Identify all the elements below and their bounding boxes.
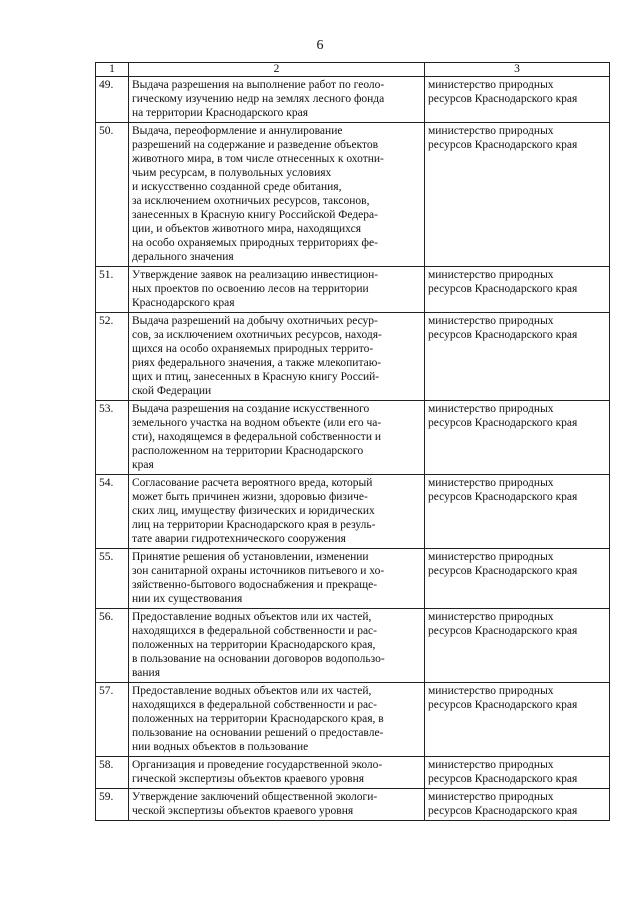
description-line: гической экспертизы объектов краевого уровня bbox=[132, 773, 365, 785]
table-row bbox=[96, 313, 610, 401]
description-line: ческой экспертизы объектов краевого уровня bbox=[132, 805, 354, 817]
table-row bbox=[96, 267, 610, 313]
responsible-body bbox=[425, 313, 610, 401]
description-line: Выдача разрешения на создание искусственного bbox=[132, 403, 370, 415]
service-description bbox=[129, 789, 425, 821]
responsible-body-line: министерство природных bbox=[428, 315, 554, 327]
description-line: Предоставление водных объектов или их частей, bbox=[132, 611, 372, 623]
row-number: 59. bbox=[96, 789, 129, 821]
responsible-body-line: министерство природных bbox=[428, 269, 554, 281]
responsible-body-line: ресурсов Краснодарского края bbox=[428, 417, 578, 429]
service-description bbox=[129, 549, 425, 609]
description-line: дерального значения bbox=[132, 251, 234, 263]
table-row bbox=[96, 789, 610, 821]
responsible-body bbox=[425, 401, 610, 475]
description-line: зяйственно-бытового водоснабжения и прекраще- bbox=[132, 579, 378, 591]
responsible-body-line: ресурсов Краснодарского края bbox=[428, 139, 578, 151]
description-line: нии их существования bbox=[132, 593, 243, 605]
table-row bbox=[96, 757, 610, 789]
description-line: положенных на территории Краснодарского края, в bbox=[132, 713, 384, 725]
responsible-body bbox=[425, 789, 610, 821]
description-line: щихся на особо охраняемых природных террито- bbox=[132, 343, 374, 355]
responsible-body bbox=[425, 267, 610, 313]
responsible-body-line: министерство природных bbox=[428, 125, 554, 137]
table-row bbox=[96, 609, 610, 683]
row-number: 52. bbox=[96, 313, 129, 401]
row-number: 57. bbox=[96, 683, 129, 757]
description-line: Утверждение заключений общественной экологи- bbox=[132, 791, 378, 803]
row-number: 49. bbox=[96, 77, 129, 123]
responsible-body bbox=[425, 609, 610, 683]
table-header-row bbox=[96, 63, 610, 77]
table-row bbox=[96, 123, 610, 267]
responsible-body-line: ресурсов Краснодарского края bbox=[428, 565, 578, 577]
description-line: Принятие решения об установлении, изменении bbox=[132, 551, 369, 563]
table-row bbox=[96, 683, 610, 757]
page-number: 6 bbox=[316, 38, 324, 53]
description-line: Выдача разрешений на добычу охотничьих ресур- bbox=[132, 315, 378, 327]
row-number: 50. bbox=[96, 123, 129, 267]
responsible-body-line: министерство природных bbox=[428, 791, 554, 803]
service-description bbox=[129, 757, 425, 789]
description-line: риях федерального значения, а также млекопитаю- bbox=[132, 357, 382, 369]
description-line: находящихся в федеральной собственности и рас- bbox=[132, 625, 377, 637]
column-header: 2 bbox=[129, 63, 425, 77]
description-line: положенных на территории Краснодарского края, bbox=[132, 639, 376, 651]
description-line: занесенных в Красную книгу Российской Федера- bbox=[132, 209, 378, 221]
responsible-body-line: ресурсов Краснодарского края bbox=[428, 699, 578, 711]
service-description bbox=[129, 683, 425, 757]
description-line: расположенном на территории Краснодарского bbox=[132, 445, 364, 457]
service-description bbox=[129, 475, 425, 549]
table-row bbox=[96, 401, 610, 475]
responsible-body-line: министерство природных bbox=[428, 611, 554, 623]
service-description bbox=[129, 313, 425, 401]
responsible-body-line: министерство природных bbox=[428, 759, 554, 771]
description-line: Краснодарского края bbox=[132, 297, 235, 309]
description-line: Выдача, переоформление и аннулирование bbox=[132, 125, 343, 137]
service-description bbox=[129, 123, 425, 267]
responsible-body-line: министерство природных bbox=[428, 551, 554, 563]
description-line: Утверждение заявок на реализацию инвестицион- bbox=[132, 269, 379, 281]
services-table bbox=[95, 62, 610, 821]
responsible-body bbox=[425, 757, 610, 789]
description-line: сов, за исключением охотничьих ресурсов, находя- bbox=[132, 329, 382, 341]
responsible-body-line: ресурсов Краснодарского края bbox=[428, 93, 578, 105]
description-line: на территории Краснодарского края bbox=[132, 107, 309, 119]
table-row bbox=[96, 549, 610, 609]
responsible-body-line: министерство природных bbox=[428, 685, 554, 697]
description-line: нии водных объектов в пользование bbox=[132, 741, 309, 753]
description-line: за исключением охотничьих ресурсов, таксонов, bbox=[132, 195, 370, 207]
responsible-body-line: министерство природных bbox=[428, 477, 554, 489]
responsible-body-line: ресурсов Краснодарского края bbox=[428, 625, 578, 637]
responsible-body-line: министерство природных bbox=[428, 79, 554, 91]
row-number: 55. bbox=[96, 549, 129, 609]
description-line: Организация и проведение государственной эколо- bbox=[132, 759, 383, 771]
description-line: Выдача разрешения на выполнение работ по геоло- bbox=[132, 79, 385, 91]
description-line: тате аварии гидротехнического сооружения bbox=[132, 533, 346, 545]
responsible-body bbox=[425, 77, 610, 123]
responsible-body-line: министерство природных bbox=[428, 403, 554, 415]
service-description bbox=[129, 267, 425, 313]
description-line: и искусственно созданной среде обитания, bbox=[132, 181, 342, 193]
responsible-body-line: ресурсов Краснодарского края bbox=[428, 805, 578, 817]
description-line: Предоставление водных объектов или их частей, bbox=[132, 685, 372, 697]
column-header: 1 bbox=[96, 63, 129, 77]
responsible-body bbox=[425, 549, 610, 609]
row-number: 51. bbox=[96, 267, 129, 313]
table-body bbox=[96, 77, 610, 821]
description-line: зон санитарной охраны источников питьевого и хо- bbox=[132, 565, 385, 577]
description-line: ских лиц, имуществу физических и юридических bbox=[132, 505, 375, 517]
description-line: вания bbox=[132, 667, 160, 679]
responsible-body bbox=[425, 683, 610, 757]
responsible-body-line: ресурсов Краснодарского края bbox=[428, 773, 578, 785]
description-line: земельного участка на водном объекте (или его ча- bbox=[132, 417, 382, 429]
service-description bbox=[129, 77, 425, 123]
row-number: 56. bbox=[96, 609, 129, 683]
description-line: гическому изучению недр на землях лесного фонда bbox=[132, 93, 385, 105]
table-row bbox=[96, 475, 610, 549]
service-description bbox=[129, 609, 425, 683]
description-line: ской Федерации bbox=[132, 385, 212, 397]
responsible-body bbox=[425, 123, 610, 267]
description-line: на особо охраняемых природных территориях фе- bbox=[132, 237, 378, 249]
description-line: ных проектов по освоению лесов на территории bbox=[132, 283, 369, 295]
row-number: 54. bbox=[96, 475, 129, 549]
row-number: 53. bbox=[96, 401, 129, 475]
description-line: лиц на территории Краснодарского края в резуль- bbox=[132, 519, 376, 531]
column-header: 3 bbox=[425, 63, 610, 77]
description-line: может быть причинен жизни, здоровью физиче- bbox=[132, 491, 368, 503]
responsible-body-line: ресурсов Краснодарского края bbox=[428, 283, 578, 295]
responsible-body bbox=[425, 475, 610, 549]
description-line: животного мира, в том числе отнесенных к охотни- bbox=[132, 153, 384, 165]
description-line: сти), находящемся в федеральной собственности и bbox=[132, 431, 381, 443]
description-line: чьим ресурсам, в полувольных условиях bbox=[132, 167, 332, 179]
description-line: разрешений на содержание и разведение объектов bbox=[132, 139, 379, 151]
table-row bbox=[96, 77, 610, 123]
row-number: 58. bbox=[96, 757, 129, 789]
service-description bbox=[129, 401, 425, 475]
description-line: в пользование на основании договоров водопользо- bbox=[132, 653, 385, 665]
responsible-body-line: ресурсов Краснодарского края bbox=[428, 329, 578, 341]
description-line: находящихся в федеральной собственности и рас- bbox=[132, 699, 377, 711]
description-line: края bbox=[132, 459, 154, 471]
responsible-body-line: ресурсов Краснодарского края bbox=[428, 491, 578, 503]
description-line: пользование на основании решений о предоставле- bbox=[132, 727, 384, 739]
description-line: щих и птиц, занесенных в Красную книгу Россий- bbox=[132, 371, 380, 383]
description-line: Согласование расчета вероятного вреда, который bbox=[132, 477, 373, 489]
description-line: ции, и объектов животного мира, находящихся bbox=[132, 223, 361, 235]
